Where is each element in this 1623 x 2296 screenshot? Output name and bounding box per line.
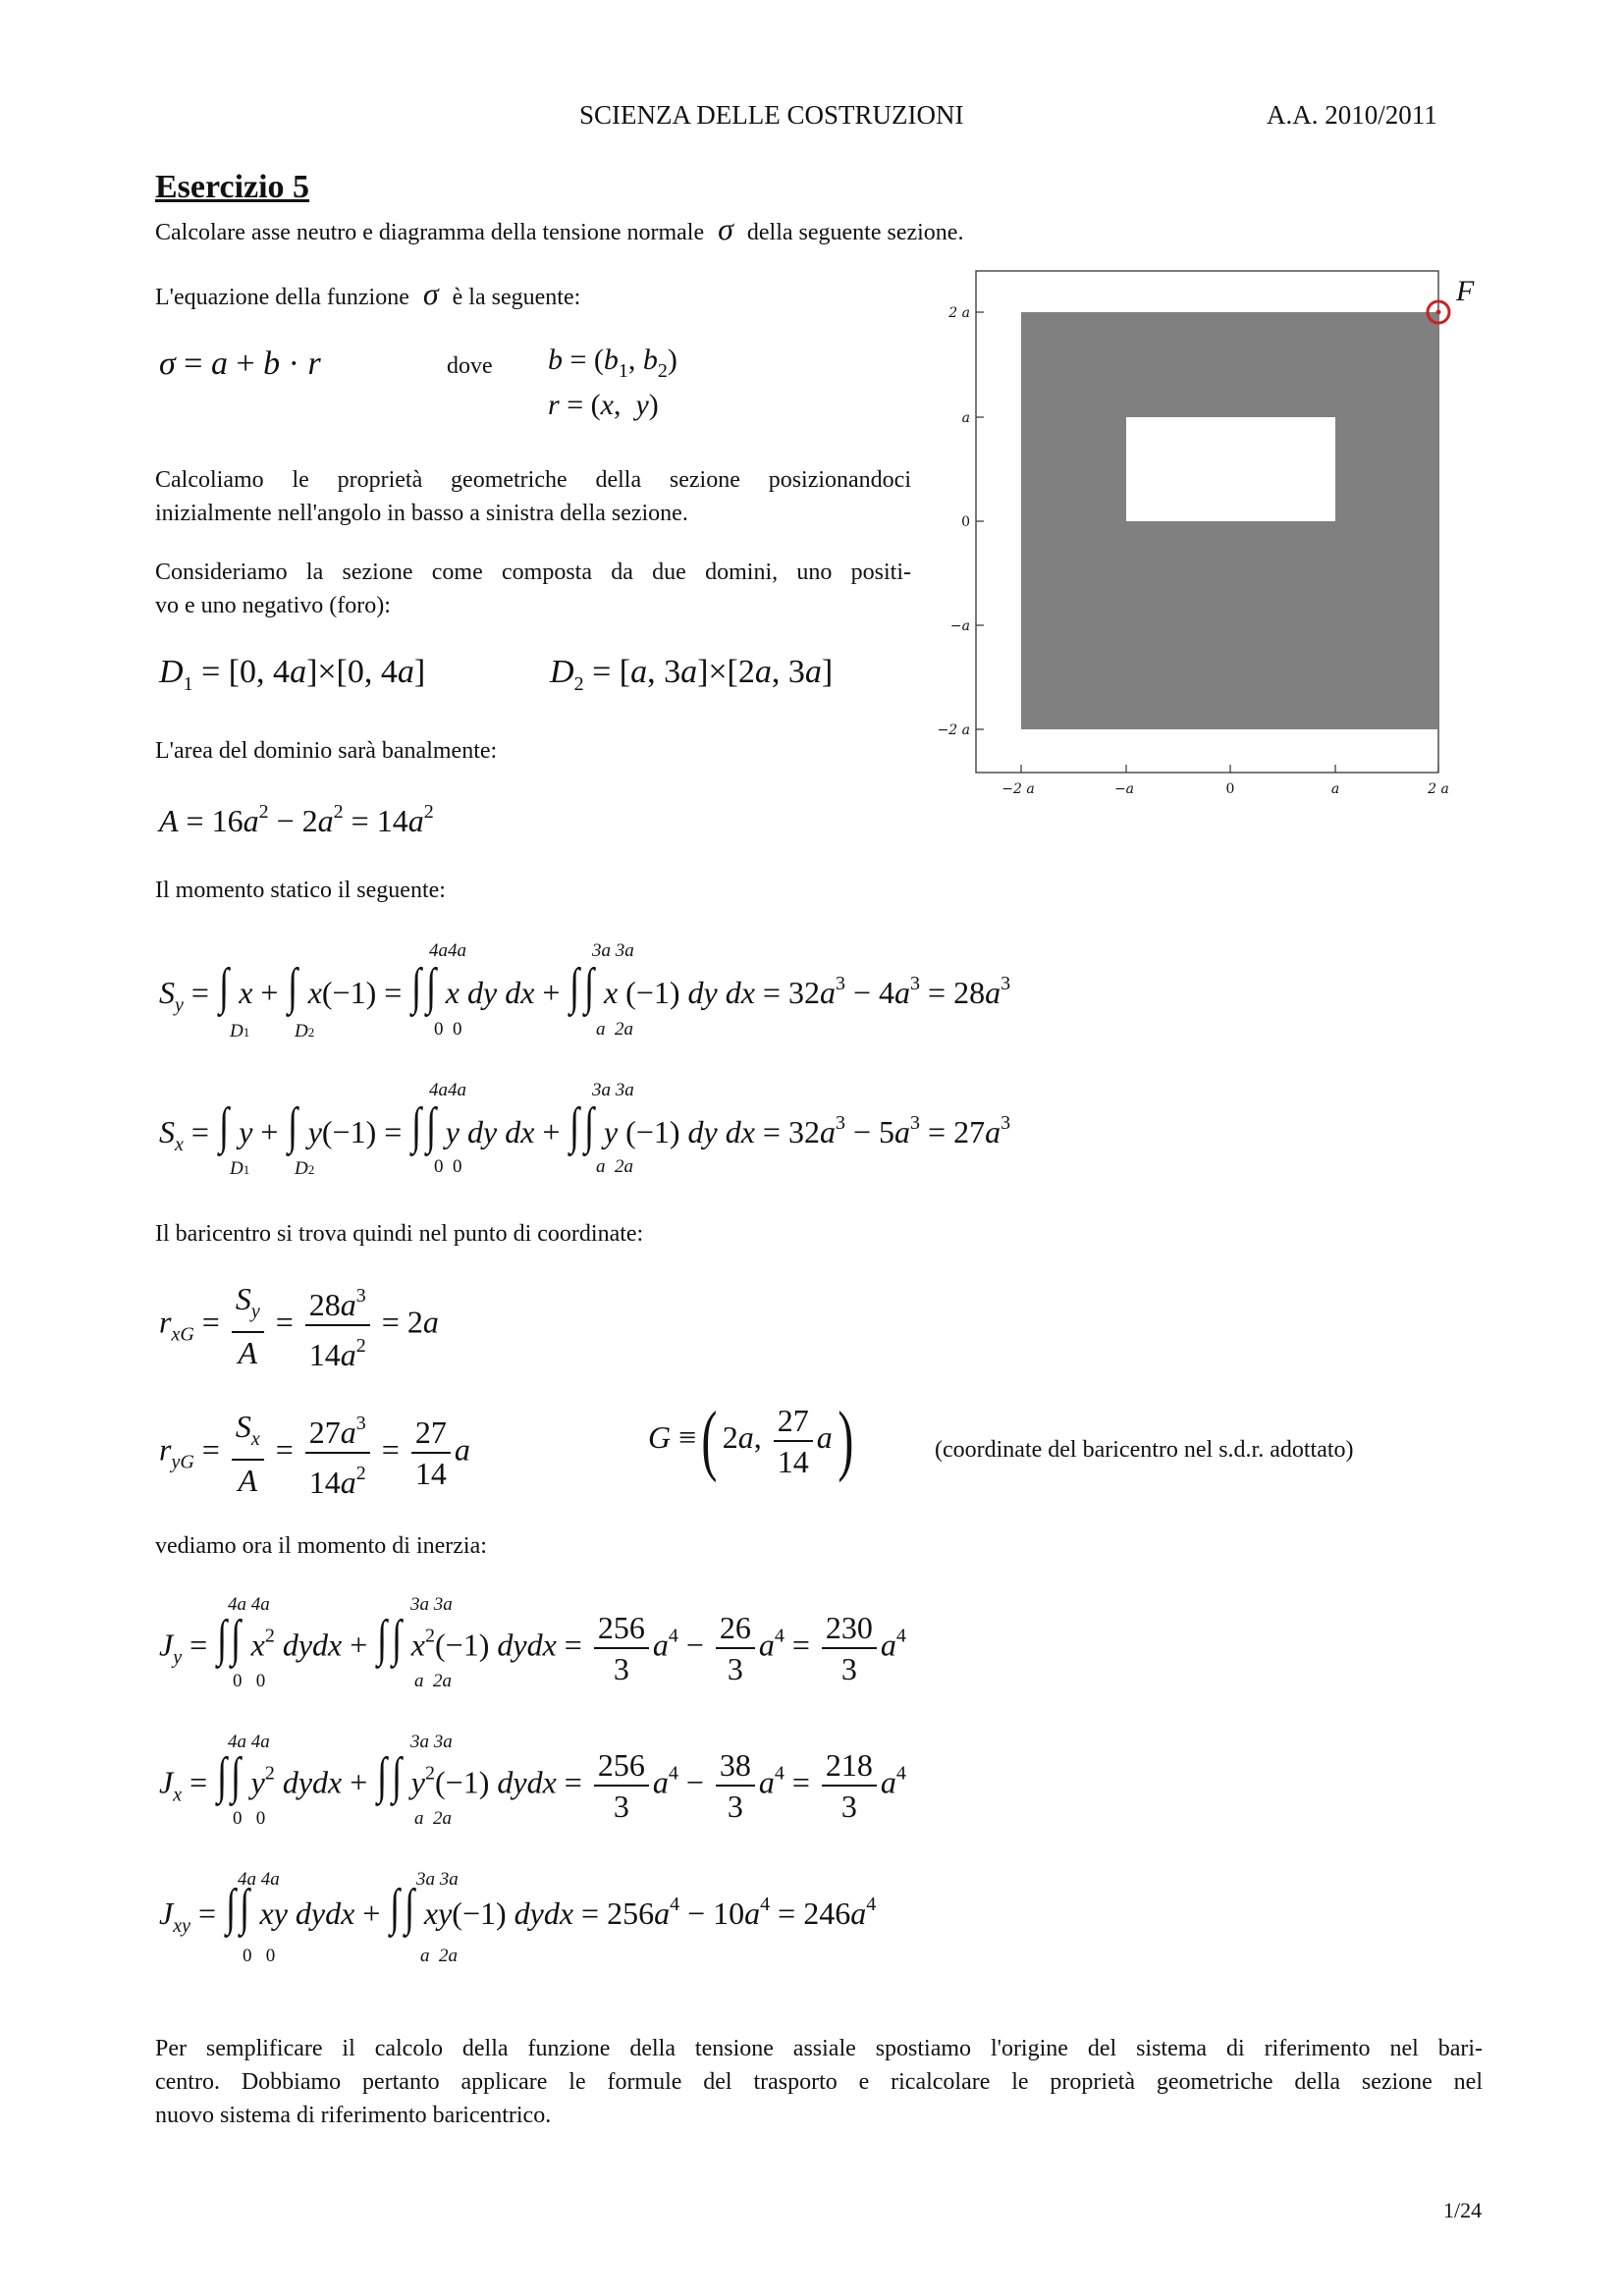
domain-d2: $D_2 = [a$, 3a]×[2a, 3a]: [550, 654, 834, 695]
sy-lim-upper-1: 4a4a: [429, 940, 466, 961]
domain-d1: $D_1 = [0$, 4a]×[0, 4a]: [159, 654, 426, 695]
jxy-lim-upper-2: 3a 3a: [416, 1869, 459, 1890]
y-tick-neg-2a: −2 a: [938, 722, 970, 738]
paragraph-geom: Calcoliamo le proprietà geometriche della sezione posizionandoci inizialmente nell'angolo in basso a sinistra della sezione.: [155, 467, 911, 526]
b-vector: $b = (b_1$, $b_2$): [548, 344, 677, 382]
y-tick-a: a: [961, 410, 970, 426]
sx-lim-d1: D1: [230, 1158, 250, 1179]
sigma-intro: L'equazione della funzione σ è la seguente:: [155, 276, 581, 311]
sy-lim-lower-1: 0 0: [434, 1019, 462, 1040]
point-f-center: [1436, 310, 1441, 315]
y-tick-2a: 2 a: [948, 305, 970, 321]
section-figure: [938, 263, 1497, 803]
x-tick-a: a: [1330, 781, 1340, 797]
sx-lim-lower-1: 0 0: [434, 1156, 462, 1177]
y-tick-0: 0: [961, 514, 970, 530]
point-f-label: F: [1456, 275, 1475, 307]
x-tick-2a: 2 a: [1428, 781, 1449, 797]
sy-lim-d1: D1: [230, 1021, 250, 1041]
r-vector: r = (x, y): [548, 389, 659, 421]
jy-lim-upper-1: 4a 4a: [228, 1594, 270, 1615]
jy-lim-upper-2: 3a 3a: [410, 1594, 453, 1615]
jy-lim-lower-2: a 2a: [414, 1671, 452, 1691]
y-ticks: [976, 312, 984, 729]
x-tick-neg-2a: −2 a: [1001, 781, 1035, 797]
paragraph-centroid: Il baricentro si trova quindi nel punto di coordinate:: [155, 1221, 644, 1247]
paragraph-static: Il momento statico il seguente:: [155, 878, 446, 903]
centroid-rxg: $r_{xG}$ = $\frac{S_y}{A}$ = $\frac{28a^3}{14a^2}$ = 2a: [159, 1276, 439, 1374]
x-tick-labels: [1001, 781, 1449, 797]
jx-lim-upper-2: 3a 3a: [410, 1732, 453, 1752]
centroid-ryg: $r_{yG}$ = $\frac{S_x}{A}$ = $\frac{27a^3}{14a^2}$ = $\frac{27}{14}$ a: [159, 1404, 470, 1502]
static-moment-sx: $S_x$ = ∫ y + ∫ y(−1) = ∫∫ y dy dx + ∫∫ y (−1) dy dx = $32a^3 - 5a^3 = 27a^3$: [159, 1098, 1011, 1155]
exercise-prompt: Calcolare asse neutro e diagramma della tensione normale σ della seguente sezione.: [155, 211, 964, 246]
sx-lim-lower-2: a 2a: [596, 1156, 633, 1177]
paragraph-domains: Consideriamo la sezione come composta da due domini, uno positi- vo e uno negativo (foro):: [155, 560, 911, 618]
x-tick-0: 0: [1225, 781, 1235, 797]
inertia-jxy: $J_{xy}$ = ∫∫ xy dydx + ∫∫ xy(−1) dydx = $256a^4 - 10a^4 = 246a^4$: [159, 1880, 877, 1937]
sx-lim-upper-1: 4a4a: [429, 1080, 466, 1100]
sx-lim-upper-2: 3a 3a: [592, 1080, 634, 1100]
sx-lim-d2: D2: [295, 1158, 315, 1179]
static-moment-sy: $S_y$ = ∫ x + ∫ x(−1) = ∫∫ x dy dx + ∫∫ x (−1) dy dx = $32a^3 - 4a^3 = 28a^3$: [159, 959, 1011, 1016]
x-tick-neg-a: −a: [1113, 781, 1135, 797]
page-number: 1/24: [1443, 2198, 1483, 2222]
paragraph-area: L'area del dominio sarà banalmente:: [155, 738, 498, 764]
jxy-lim-upper-1: 4a 4a: [238, 1869, 280, 1890]
jy-lim-lower-1: 0 0: [233, 1671, 266, 1691]
area-equation: $A = 16a^2 - 2a^2 = 14a^2$: [159, 801, 434, 838]
sy-lim-lower-2: a 2a: [596, 1019, 633, 1040]
jxy-lim-lower-1: 0 0: [243, 1946, 276, 1966]
jxy-lim-lower-2: a 2a: [420, 1946, 458, 1966]
jx-lim-lower-2: a 2a: [414, 1808, 452, 1829]
sy-lim-upper-2: 3a 3a: [592, 940, 634, 961]
header-course: SCIENZA DELLE COSTRUZIONI: [579, 100, 964, 130]
inertia-jx: $J_x$ = ∫∫ $y^2$ dydx + ∫∫ $y^2(-1)$ dydx = $\frac{256}{3}$ $a^4$ − $\frac{38}{3}$ $a^4$ = $\frac{218}{3}$ $a^4$: [159, 1747, 906, 1824]
y-tick-labels: [938, 305, 970, 738]
x-ticks: [1021, 765, 1438, 773]
jx-lim-lower-1: 0 0: [233, 1808, 266, 1829]
section-hole: [1126, 417, 1335, 521]
centroid-g: G ≡( 2a, $\frac{27}{14}$ a): [648, 1397, 854, 1483]
dove-label: dove: [447, 353, 493, 379]
sy-lim-d2: D2: [295, 1021, 315, 1041]
jx-lim-upper-1: 4a 4a: [228, 1732, 270, 1752]
header-year: A.A. 2010/2011: [1267, 100, 1437, 130]
paragraph-final: Per semplificare il calcolo della funzione della tensione assiale spostiamo l'origine del sistema di riferimento nel bari- centro. Dobbiamo pertanto applicare le formule del trasporto e ricalcolare le proprietà geometriche della sezione nel nuovo sistema di riferimento baricentrico.: [155, 2036, 1483, 2128]
exercise-title: Esercizio 5: [155, 169, 310, 205]
centroid-note: (coordinate del baricentro nel s.d.r. adottato): [935, 1437, 1354, 1463]
inertia-jy: $J_y$ = ∫∫ $x^2$ dydx + ∫∫ $x^2(-1)$ dydx = $\frac{256}{3}$ $a^4$ − $\frac{26}{3}$ $a^4$ = $\frac{230}{3}$ $a^4$: [159, 1610, 906, 1686]
y-tick-neg-a: −a: [949, 618, 970, 634]
sigma-equation: σ = a + b · r: [159, 346, 321, 382]
paragraph-inertia: vediamo ora il momento di inerzia:: [155, 1533, 487, 1559]
